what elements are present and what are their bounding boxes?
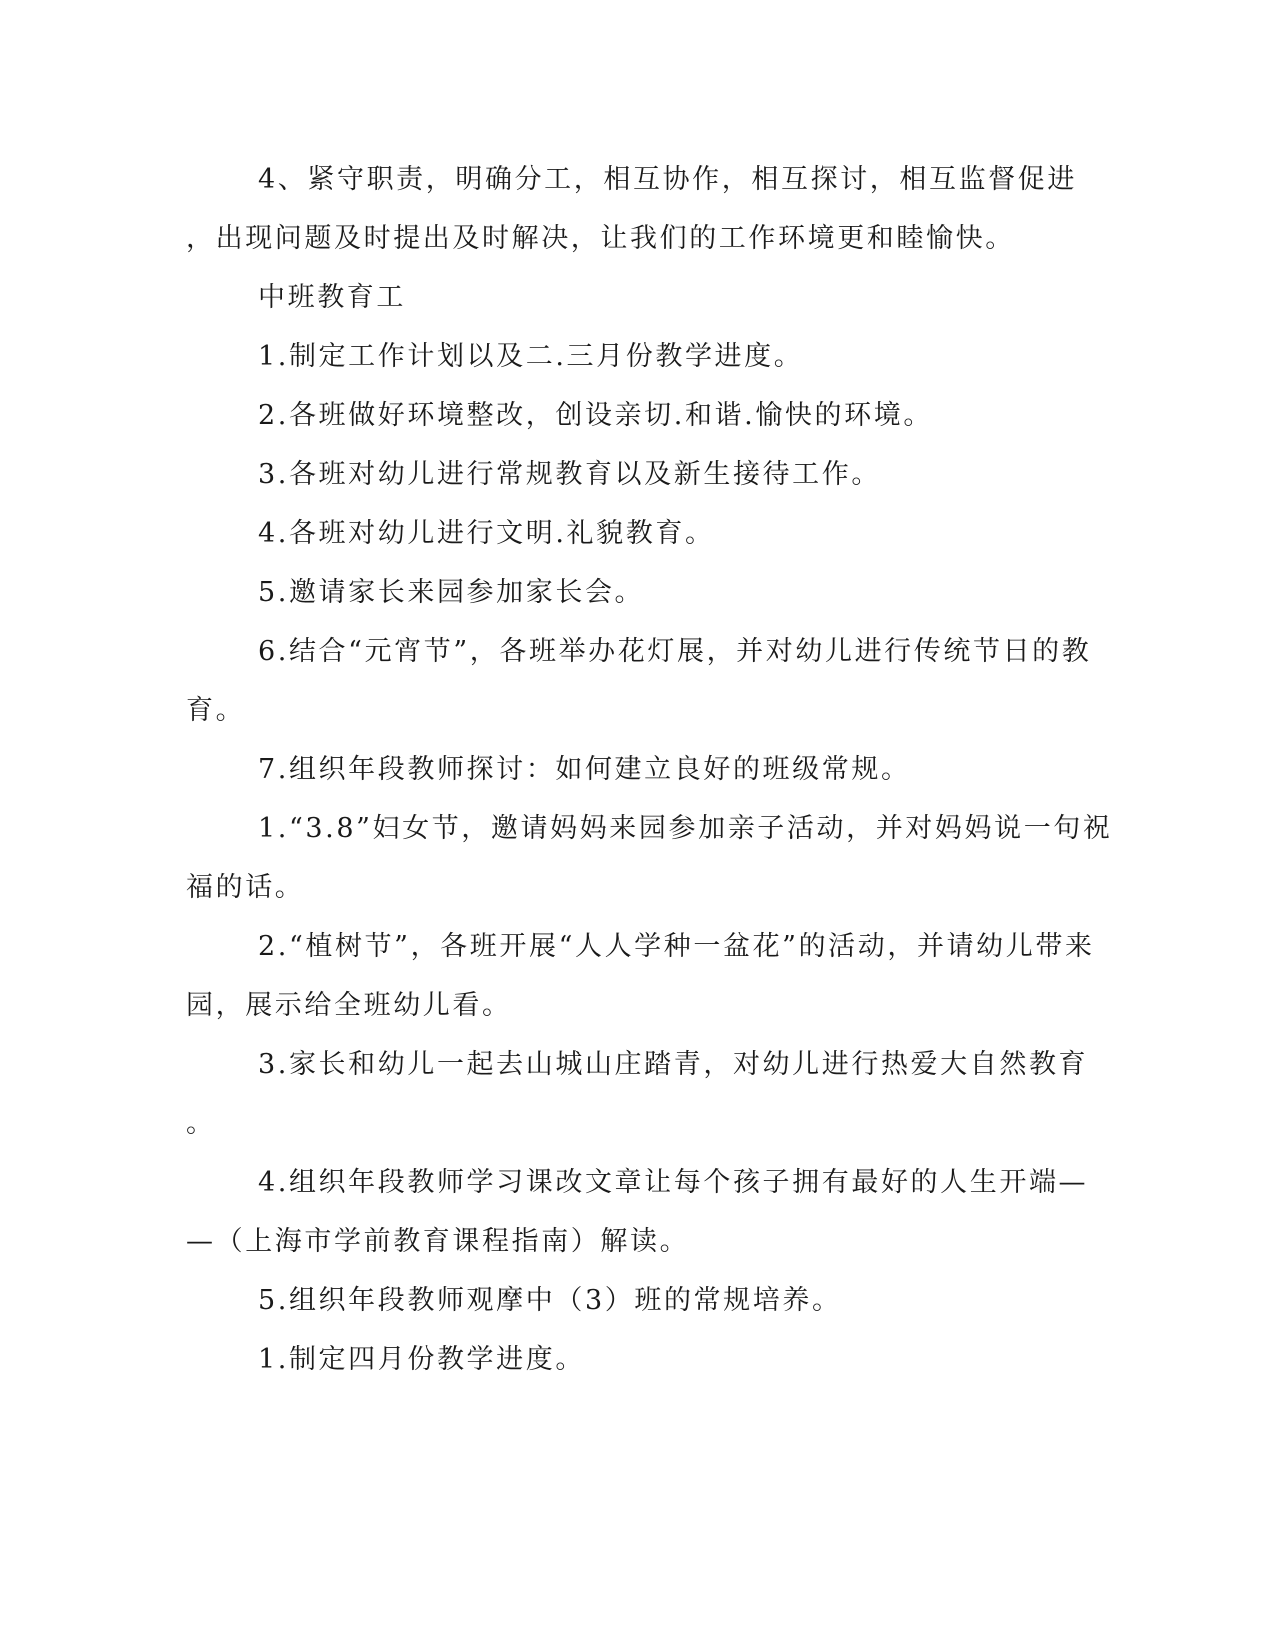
list-item-continuation: 园，展示给全班幼儿看。 [186,990,512,1021]
list-item: 4.组织年段教师学习课改文章让每个孩子拥有最好的人生开端— [258,1167,1089,1198]
list-item: 5.组织年段教师观摩中（3）班的常规培养。 [258,1285,842,1316]
list-item-continuation: 育。 [186,695,246,726]
list-item: 4.各班对幼儿进行文明.礼貌教育。 [258,518,715,549]
list-item: 6.结合“元宵节”，各班举办花灯展，并对幼儿进行传统节日的教 [258,636,1092,667]
list-item-continuation: —（上海市学前教育课程指南）解读。 [186,1226,690,1257]
paragraph-line: 4、紧守职责，明确分工，相互协作，相互探讨，相互监督促进 [258,164,1077,195]
list-item: 5.邀请家长来园参加家长会。 [258,577,645,608]
list-item: 1.制定工作计划以及二.三月份教学进度。 [258,341,804,372]
list-item: 7.组织年段教师探讨：如何建立良好的班级常规。 [258,754,911,785]
list-item-continuation: 。 [186,1108,216,1139]
list-item: 2.各班做好环境整改，创设亲切.和谐.愉快的环境。 [258,400,933,431]
list-item: 3.各班对幼儿进行常规教育以及新生接待工作。 [258,459,881,490]
list-item: 3.家长和幼儿一起去山城山庄踏青，对幼儿进行热爱大自然教育 [258,1049,1089,1080]
section-heading: 中班教育工 [258,282,406,313]
list-item: 1.制定四月份教学进度。 [258,1344,585,1375]
paragraph-line: ，出现问题及时提出及时解决，让我们的工作环境更和睦愉快。 [186,223,1015,254]
list-item-continuation: 福的话。 [186,872,305,903]
list-item: 2.“植树节”，各班开展“人人学种一盆花”的活动，并请幼儿带来 [258,931,1095,962]
list-item: 1.“3.8”妇女节，邀请妈妈来园参加亲子活动，并对妈妈说一句祝 [258,813,1113,844]
